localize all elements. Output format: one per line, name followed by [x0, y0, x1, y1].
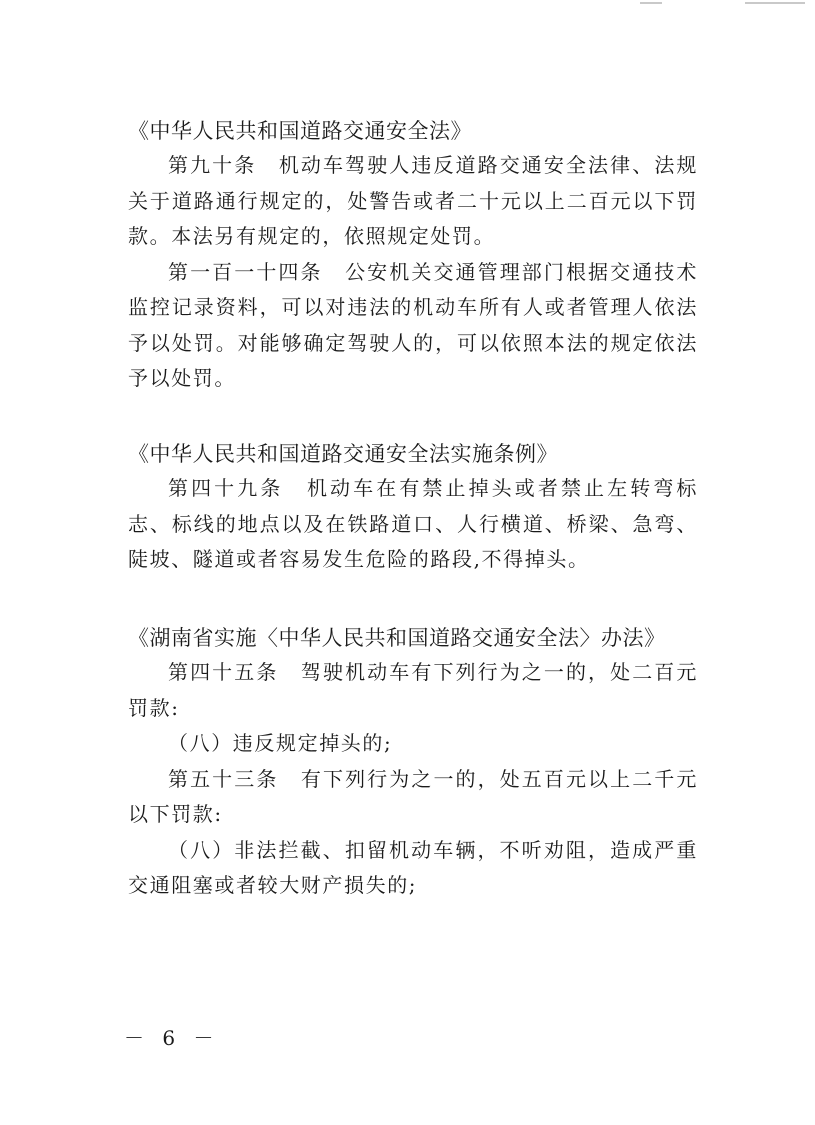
- article-paragraph: [128, 471, 698, 578]
- section-heading: 《中华人民共和国道路交通安全法》: [128, 119, 472, 143]
- article-number: 第五十三条: [168, 766, 279, 791]
- article-number: 第一百一十四条: [168, 259, 323, 284]
- article-paragraph: [128, 655, 698, 726]
- article-number: 第四十九条: [168, 476, 284, 500]
- article-number: 第四十五条: [168, 660, 279, 684]
- article-text: 机动车在有禁止掉头或者禁止左转弯标志、标线的地点以及在铁路道口、人行横道、桥梁、急弯、陡坡、隧道或者容易发生危险的路段,不得掉头。: [128, 476, 699, 571]
- section-implementing-regulations: [128, 437, 698, 578]
- article-paragraph: [128, 148, 698, 255]
- article-text: 机动车驾驶人违反道路交通安全法律、法规关于道路通行规定的，处警告或者二十元以上二百元以下罚款。本法另有规定的，依照规定处罚。: [128, 153, 699, 248]
- section-road-traffic-safety-law: [128, 114, 698, 397]
- section-heading: 《湖南省实施〈中华人民共和国道路交通安全法〉办法》: [128, 626, 666, 650]
- scan-mark: [640, 2, 662, 4]
- section-heading: 《中华人民共和国道路交通安全法实施条例》: [128, 442, 558, 466]
- page-number: － 6 －: [124, 1026, 220, 1050]
- article-item: [128, 833, 698, 904]
- article-text: 有下列行为之一的，处五百元以上二千元以下罚款:: [128, 766, 698, 826]
- article-item: [128, 726, 698, 762]
- section-hunan-implementation-measures: [128, 621, 698, 904]
- article-text: 驾驶机动车有下列行为之一的，处二百元罚款:: [128, 660, 698, 720]
- scan-mark: [745, 2, 805, 4]
- article-text: （八）非法拦截、扣留机动车辆，不听劝阻，造成严重交通阻塞或者较大财产损失的;: [128, 837, 698, 897]
- article-text: 公安机关交通管理部门根据交通技术监控记录资料，可以对违法的机动车所有人或者管理人依法予以处罚。对能够确定驾驶人的，可以依照本法的规定依法予以处罚。: [128, 259, 698, 390]
- article-paragraph: [128, 255, 698, 397]
- article-paragraph: [128, 762, 698, 833]
- article-number: 第九十条: [168, 153, 257, 177]
- article-text: （八）违反规定掉头的;: [168, 731, 393, 755]
